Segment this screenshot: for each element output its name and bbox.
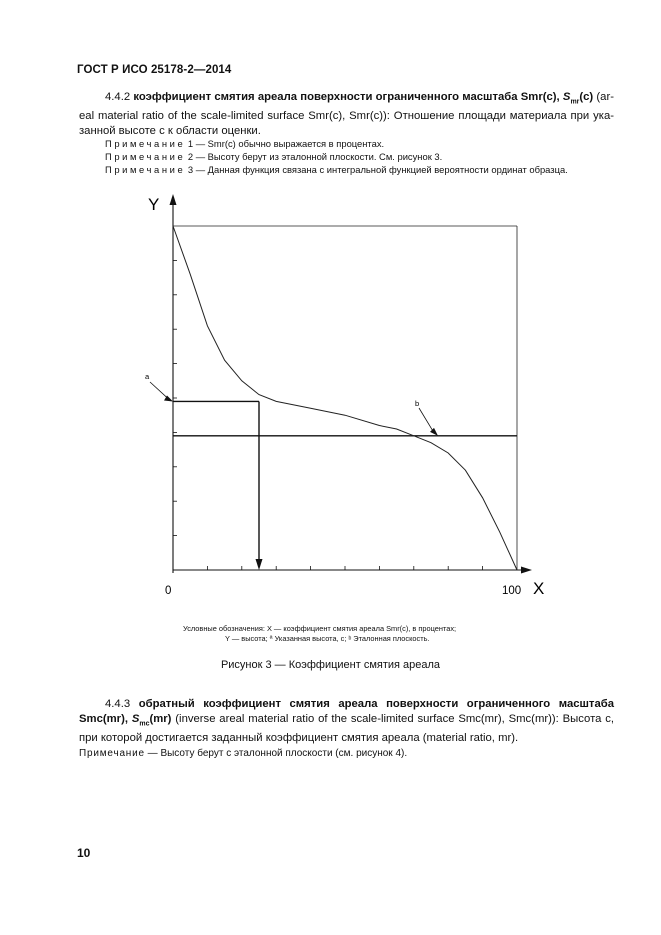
figure-legend-line2: Y — высота; ª Указанная высота, c; ᵇ Эталонная плоскость.	[225, 634, 430, 643]
section-4-4-2-line1: 4.4.2 коэффициент смятия ареала поверхности ограниченного масштаба Smr(c), $S_{mr}(c)$ (ar-	[105, 91, 614, 106]
y-axis-label: Y	[148, 195, 160, 214]
term-ru: коэффициент смятия ареала поверхности ограниченного масштаба Smr(c),	[133, 91, 560, 103]
x-tick-label-0: 0	[165, 585, 172, 597]
note-1: Примечание 1 — Smr(c) обычно выражается в процентах.	[105, 138, 385, 149]
x-tick-label-100: 100	[502, 585, 522, 597]
marker-a-leader	[150, 382, 169, 399]
section-4-4-2-line2: eal material ratio of the scale-limited surface Smr(c), Smr(c)): Отношение площади материала при ука-	[79, 110, 614, 123]
y-axis-arrow	[170, 194, 177, 205]
x-axis-arrow	[521, 567, 532, 574]
section-4-4-2-line3: занной высоте c к области оценки.	[79, 125, 261, 138]
x-axis-label: X	[533, 579, 545, 598]
note-3: Примечание 3 — Данная функция связана с интегральной функцией вероятности ординат образца.	[105, 164, 568, 175]
material-ratio-curve	[173, 226, 517, 570]
marker-b-arrowhead	[430, 428, 438, 436]
section-4-4-3-line2: Smc(mr), $S_{mc}(mr)$ (inverse areal material ratio of the scale-limited surface Smc(mr), Smc(mr)): Высота c,	[79, 713, 615, 728]
section-4-4-3-note: Примечание — Высоту берут с эталонной плоскости (см. рисунок 4).	[79, 748, 408, 760]
material-ratio-drop-arrow	[256, 559, 263, 570]
section-4-4-3	[79, 697, 614, 761]
figure-legend-line1: Условные обозначения: X — коэффициент смятия ареала Smr(c), в процентах;	[183, 624, 457, 633]
page-number: 10	[77, 846, 91, 860]
document-header: ГОСТ Р ИСО 25178-2—2014	[77, 64, 232, 76]
section-4-4-3-line3: при которой достигается заданный коэффициент смятия ареала (material ratio, mr).	[79, 732, 519, 745]
section-4-4-3-line1: 4.4.3 обратный коэффициент смятия ареала поверхности ограниченного масштаба	[105, 698, 614, 710]
marker-b-leader	[419, 408, 434, 433]
figure-caption: Рисунок 3 — Коэффициент смятия ареала	[220, 659, 441, 671]
marker-b-label: b	[415, 399, 420, 408]
marker-a-label: a	[145, 372, 150, 381]
note-2: Примечание 2 — Высоту берут из эталонной плоскости. См. рисунок 3.	[105, 151, 443, 162]
